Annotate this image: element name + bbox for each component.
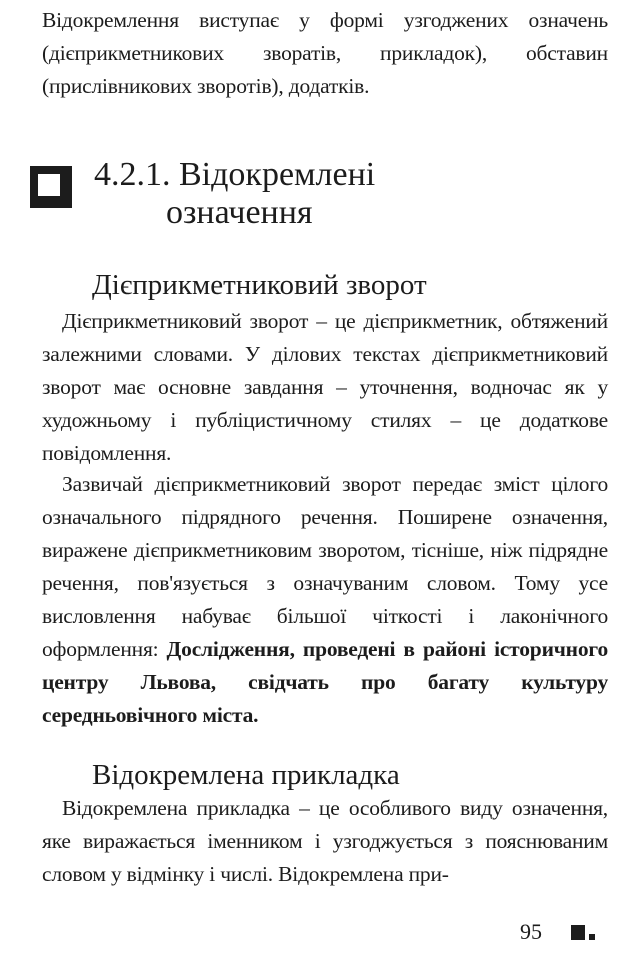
page-number: 95 <box>520 919 542 944</box>
section-heading <box>30 158 610 238</box>
bold-example: Дослідження, проведені в районі історичного центру Львова, свідчать про багату культуру середньовічного міста. <box>42 637 608 727</box>
body-paragraph <box>42 468 608 732</box>
body-paragraph: Дієприкметниковий зворот – це дієприкметник, обтяжений залежними словами. У ділових текстах дієприкметниковий зворот має основне завдання – уточнення, водночас як у художньому і публіцистичному стилях – це додаткове повідомлення. <box>42 309 608 465</box>
section-title-line2: означення <box>166 194 313 231</box>
section-title-line1: 4.2.1. Відокремлені <box>94 156 376 193</box>
body-paragraph: Відокремлена прикладка – це особливого виду означення, яке виражається іменником і узгоджується з пояснюваним словом у відмінку і числі. Відокремлена при- <box>42 796 608 886</box>
footer-square-icon <box>571 925 585 940</box>
square-bullet-icon <box>30 166 72 208</box>
subsection-heading-apposition: Відокремлена прикладка <box>92 759 400 791</box>
footer-dot-icon <box>589 934 595 940</box>
subsection-heading-participle: Дієприкметниковий зворот <box>92 269 427 301</box>
intro-paragraph: Відокремлення виступає у формі узгоджених означень (дієприкметникових зворатів, прикладок), обставин (прислівникових зворотів), додатків. <box>42 8 608 98</box>
paragraph-text: Зазвичай дієприкметниковий зворот передає зміст цілого означального підрядного речення. Поширене означення, виражене дієприкметниковим зворотом, тісніше, ніж підрядне речення, пов'язується з означуваним словом. Тому усе висловлення набуває більшої чіткості і лаконічного оформлення: <box>42 472 608 661</box>
